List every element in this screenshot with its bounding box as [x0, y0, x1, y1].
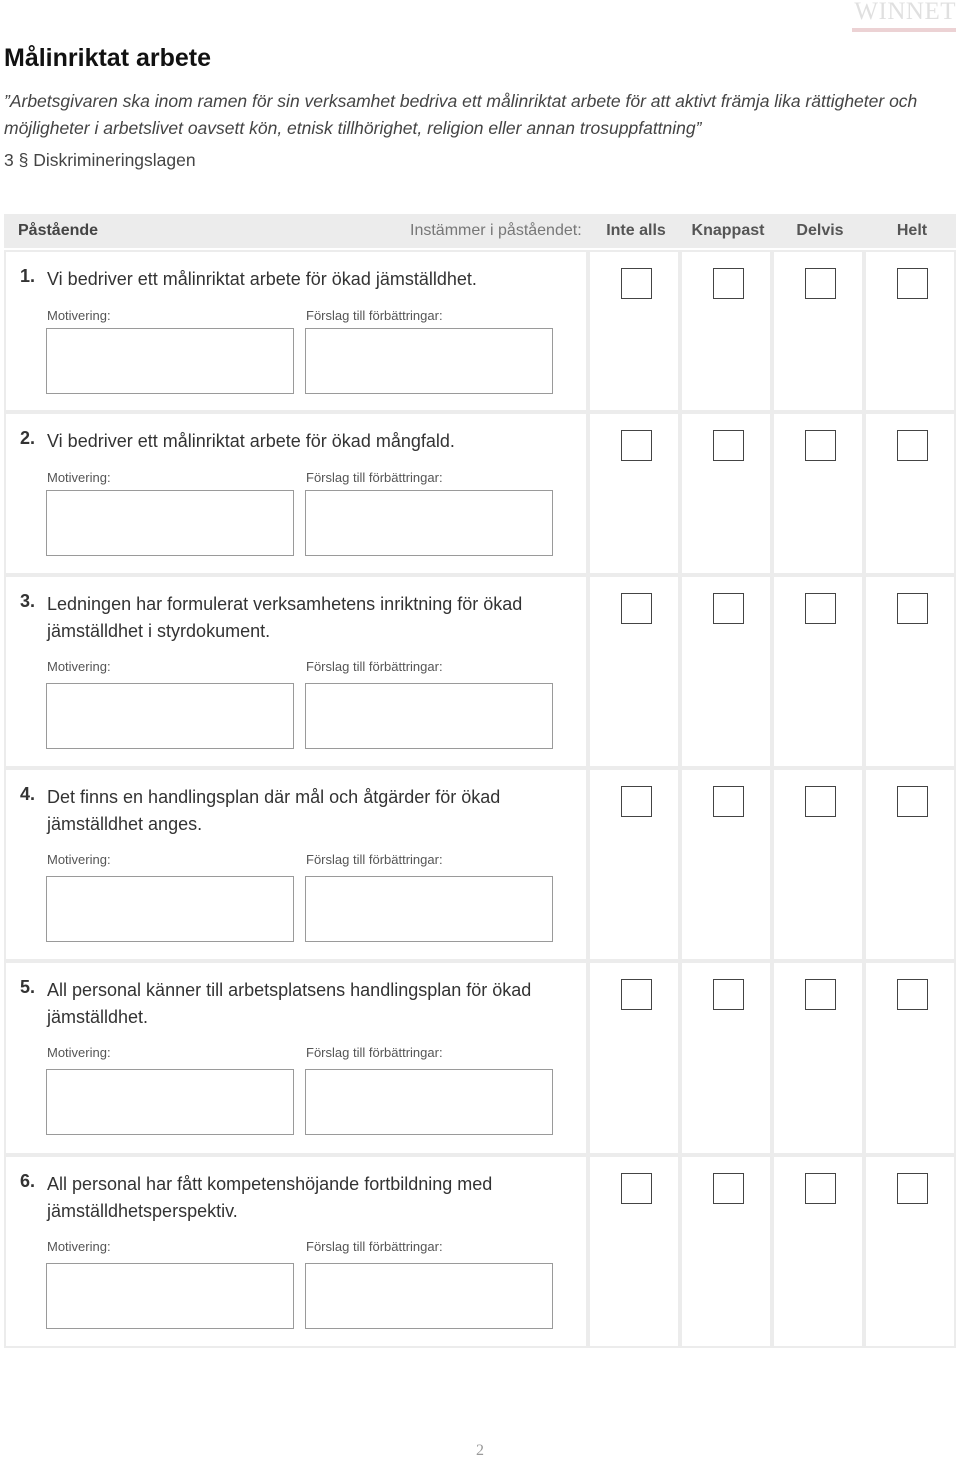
motivation-label: Motivering: — [47, 852, 111, 867]
checkbox-delvis[interactable] — [805, 593, 836, 624]
motivation-field[interactable] — [46, 876, 294, 942]
motivation-label: Motivering: — [47, 1239, 111, 1254]
statement-text: Vi bedriver ett målinriktat arbete för ökad mångfald. — [47, 431, 455, 451]
option-cell-delvis — [772, 250, 864, 412]
motivation-label: Motivering: — [47, 659, 111, 674]
checkbox-knappast[interactable] — [713, 786, 744, 817]
option-cell-inte-alls — [588, 961, 680, 1155]
suggestions-field[interactable] — [305, 683, 553, 749]
winnet-logo — [852, 0, 956, 32]
checkbox-inte-alls[interactable] — [621, 786, 652, 817]
option-cell-delvis — [772, 961, 864, 1155]
suggestions-label: Förslag till förbättringar: — [306, 659, 443, 674]
statement-number: 1. — [20, 266, 36, 286]
checkbox-delvis[interactable] — [805, 979, 836, 1010]
option-cell-helt — [864, 412, 956, 575]
statement-row — [4, 1155, 956, 1348]
option-cell-inte-alls — [588, 250, 680, 412]
option-cell-helt — [864, 961, 956, 1155]
statement-cell — [4, 250, 588, 412]
header-option-helt: Helt — [896, 222, 928, 239]
suggestions-field[interactable] — [305, 490, 553, 556]
checkbox-knappast[interactable] — [713, 1173, 744, 1204]
checkbox-helt[interactable] — [897, 1173, 928, 1204]
option-cell-inte-alls — [588, 1155, 680, 1348]
checkbox-helt[interactable] — [897, 430, 928, 461]
motivation-field[interactable] — [46, 328, 294, 394]
motivation-field[interactable] — [46, 1069, 294, 1135]
suggestions-field[interactable] — [305, 876, 553, 942]
checkbox-knappast[interactable] — [713, 268, 744, 299]
statement-text: Det finns en handlingsplan där mål och åtgärder för ökad jämställdhet anges. — [47, 787, 501, 834]
option-cell-knappast — [680, 575, 772, 768]
option-cell-helt — [864, 1155, 956, 1348]
suggestions-label: Förslag till förbättringar: — [306, 308, 443, 323]
law-reference: 3 § Diskrimineringslagen — [4, 150, 196, 170]
motivation-label: Motivering: — [47, 470, 111, 485]
statement-text: All personal känner till arbetsplatsens handlingsplan för ökad jämställdhet. — [47, 980, 532, 1027]
statement-text: All personal har fått kompetenshöjande fortbildning med jämställdhetsperspektiv. — [47, 1174, 493, 1221]
option-cell-knappast — [680, 961, 772, 1155]
checkbox-inte-alls[interactable] — [621, 1173, 652, 1204]
option-cell-delvis — [772, 575, 864, 768]
checkbox-delvis[interactable] — [805, 1173, 836, 1204]
page-title: Målinriktat arbete — [4, 44, 212, 72]
option-cell-helt — [864, 250, 956, 412]
checkbox-inte-alls[interactable] — [621, 593, 652, 624]
suggestions-field[interactable] — [305, 1263, 553, 1329]
suggestions-label: Förslag till förbättringar: — [306, 1239, 443, 1254]
checkbox-helt[interactable] — [897, 786, 928, 817]
statement-number: 5. — [20, 977, 36, 997]
table-header — [4, 214, 956, 248]
suggestions-label: Förslag till förbättringar: — [306, 852, 443, 867]
motivation-label: Motivering: — [47, 308, 111, 323]
statement-row — [4, 250, 956, 412]
statement-cell — [4, 961, 588, 1155]
checkbox-delvis[interactable] — [805, 786, 836, 817]
law-quote: ”Arbetsgivaren ska inom ramen för sin verksamhet bedriva ett målinriktat arbete för att aktivt främja lika rättigheter och möjligheter i arbetslivet oavsett kön, etnisk tillhörighet, religion eller annan trosuppfattning” — [4, 91, 918, 138]
suggestions-field[interactable] — [305, 328, 553, 394]
header-option-inte-alls: Inte alls — [606, 222, 666, 239]
checkbox-delvis[interactable] — [805, 430, 836, 461]
option-cell-inte-alls — [588, 412, 680, 575]
option-cell-helt — [864, 768, 956, 961]
checkbox-inte-alls[interactable] — [621, 979, 652, 1010]
suggestions-label: Förslag till förbättringar: — [306, 470, 443, 485]
statement-number: 4. — [20, 784, 36, 804]
option-cell-knappast — [680, 250, 772, 412]
statement-cell — [4, 412, 588, 575]
motivation-label: Motivering: — [47, 1045, 111, 1060]
statement-text: Vi bedriver ett målinriktat arbete för ökad jämställdhet. — [47, 269, 477, 289]
header-option-delvis: Delvis — [796, 222, 844, 239]
checkbox-knappast[interactable] — [713, 593, 744, 624]
statement-row — [4, 575, 956, 768]
logo-underline — [852, 28, 956, 32]
statement-number: 6. — [20, 1171, 36, 1191]
motivation-field[interactable] — [46, 490, 294, 556]
statement-row — [4, 768, 956, 961]
option-cell-knappast — [680, 1155, 772, 1348]
logo-text: WINNET — [854, 0, 956, 25]
option-cell-inte-alls — [588, 575, 680, 768]
option-cell-helt — [864, 575, 956, 768]
motivation-field[interactable] — [46, 683, 294, 749]
checkbox-helt[interactable] — [897, 593, 928, 624]
checkbox-helt[interactable] — [897, 268, 928, 299]
option-cell-knappast — [680, 768, 772, 961]
option-cell-delvis — [772, 412, 864, 575]
statement-cell — [4, 768, 588, 961]
option-cell-delvis — [772, 1155, 864, 1348]
statement-number: 3. — [20, 591, 36, 611]
statement-row — [4, 412, 956, 575]
checkbox-inte-alls[interactable] — [621, 430, 652, 461]
checkbox-knappast[interactable] — [713, 979, 744, 1010]
header-option-knappast: Knappast — [691, 222, 765, 239]
header-agree-label: Instämmer i påståendet: — [410, 222, 582, 239]
statement-text: Ledningen har formulerat verksamhetens inriktning för ökad jämställdhet i styrdokument. — [47, 594, 523, 641]
statement-cell — [4, 575, 588, 768]
checkbox-helt[interactable] — [897, 979, 928, 1010]
suggestions-field[interactable] — [305, 1069, 553, 1135]
checkbox-knappast[interactable] — [713, 430, 744, 461]
page-number: 2 — [476, 1442, 484, 1459]
statement-row — [4, 961, 956, 1155]
option-cell-inte-alls — [588, 768, 680, 961]
motivation-field[interactable] — [46, 1263, 294, 1329]
statement-number: 2. — [20, 428, 36, 448]
suggestions-label: Förslag till förbättringar: — [306, 1045, 443, 1060]
option-cell-knappast — [680, 412, 772, 575]
option-cell-delvis — [772, 768, 864, 961]
statement-cell — [4, 1155, 588, 1348]
checkbox-inte-alls[interactable] — [621, 268, 652, 299]
header-statement: Påstående — [18, 222, 99, 239]
checkbox-delvis[interactable] — [805, 268, 836, 299]
